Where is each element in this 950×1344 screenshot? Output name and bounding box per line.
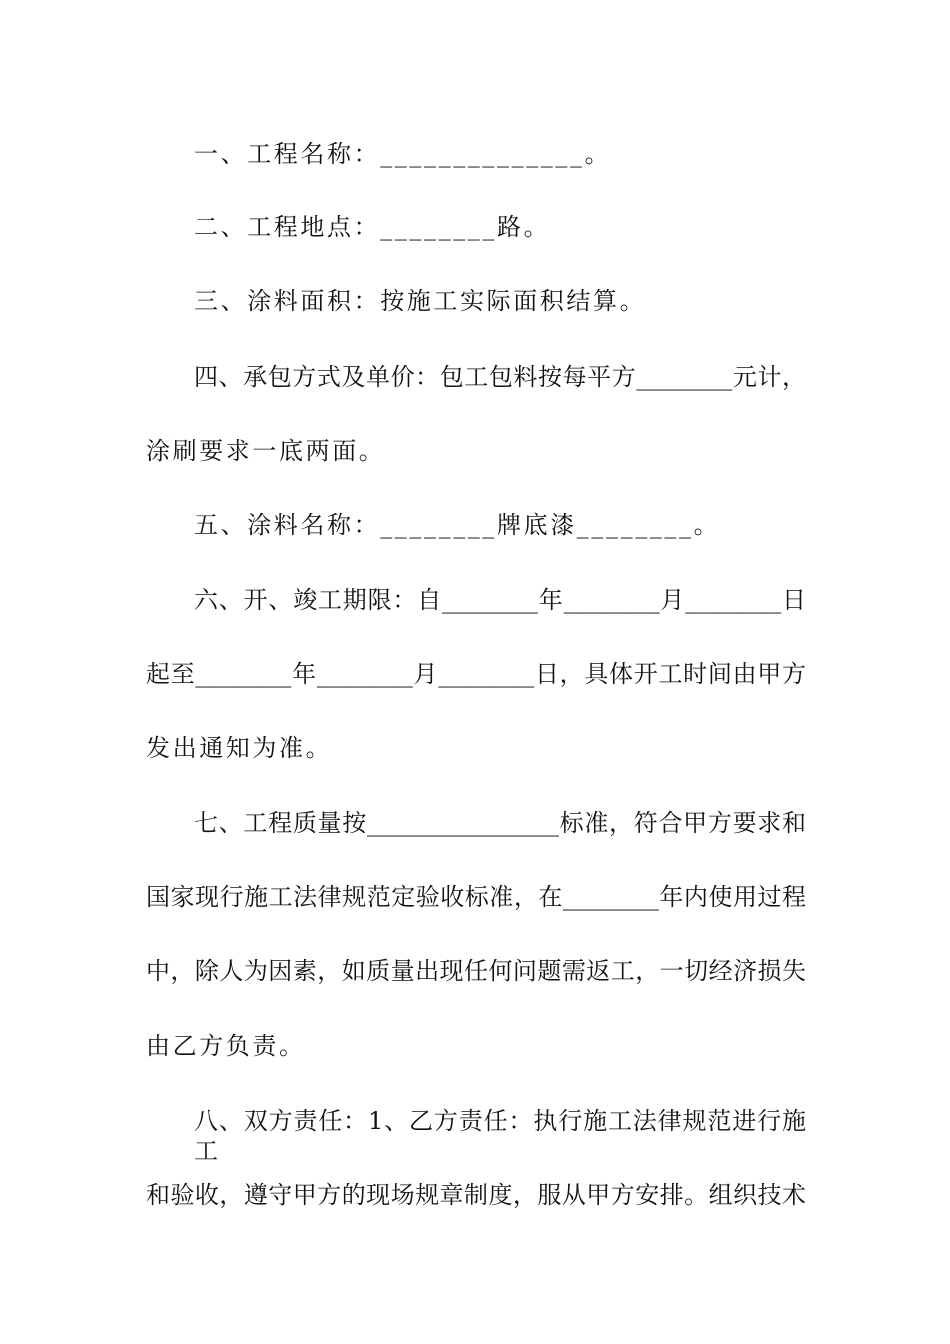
clause-7-quality-line-2: 国家现行施工法律规范定验收标准，在________年内使用过程: [146, 883, 806, 911]
clause-4-contract-method-line-1: 四、承包方式及单价：包工包料按每平方________元计，: [194, 363, 806, 391]
clause-1-project-name: 一、工程名称：______________。: [194, 140, 612, 168]
clause-8-responsibilities-line-1: 八、双方责任：1、乙方责任：执行施工法律规范进行施工: [194, 1107, 806, 1165]
clause-4-contract-method-line-2: 涂刷要求一底两面。: [146, 437, 386, 465]
clause-6-schedule-line-2: 起至________年________月________日，具体开工时间由甲方: [146, 660, 806, 688]
clause-7-quality-line-4: 由乙方负责。: [146, 1032, 306, 1060]
clause-2-project-location: 二、工程地点：________路。: [194, 213, 551, 241]
clause-6-schedule-line-3: 发出通知为准。: [146, 734, 333, 762]
clause-7-quality-line-3: 中，除人为因素，如质量出现任何问题需返工，一切经济损失: [146, 957, 806, 985]
clause-6-schedule-line-1: 六、开、竣工期限：自________年________月________日: [194, 586, 806, 614]
clause-3-coating-area: 三、涂料面积：按施工实际面积结算。: [194, 287, 647, 315]
clause-7-quality-line-1: 七、工程质量按________________标准，符合甲方要求和: [194, 809, 806, 837]
clause-8-responsibilities-line-2: 和验收，遵守甲方的现场规章制度，服从甲方安排。组织技术: [146, 1181, 806, 1209]
clause-5-coating-name: 五、涂料名称：________牌底漆________。: [194, 511, 721, 539]
